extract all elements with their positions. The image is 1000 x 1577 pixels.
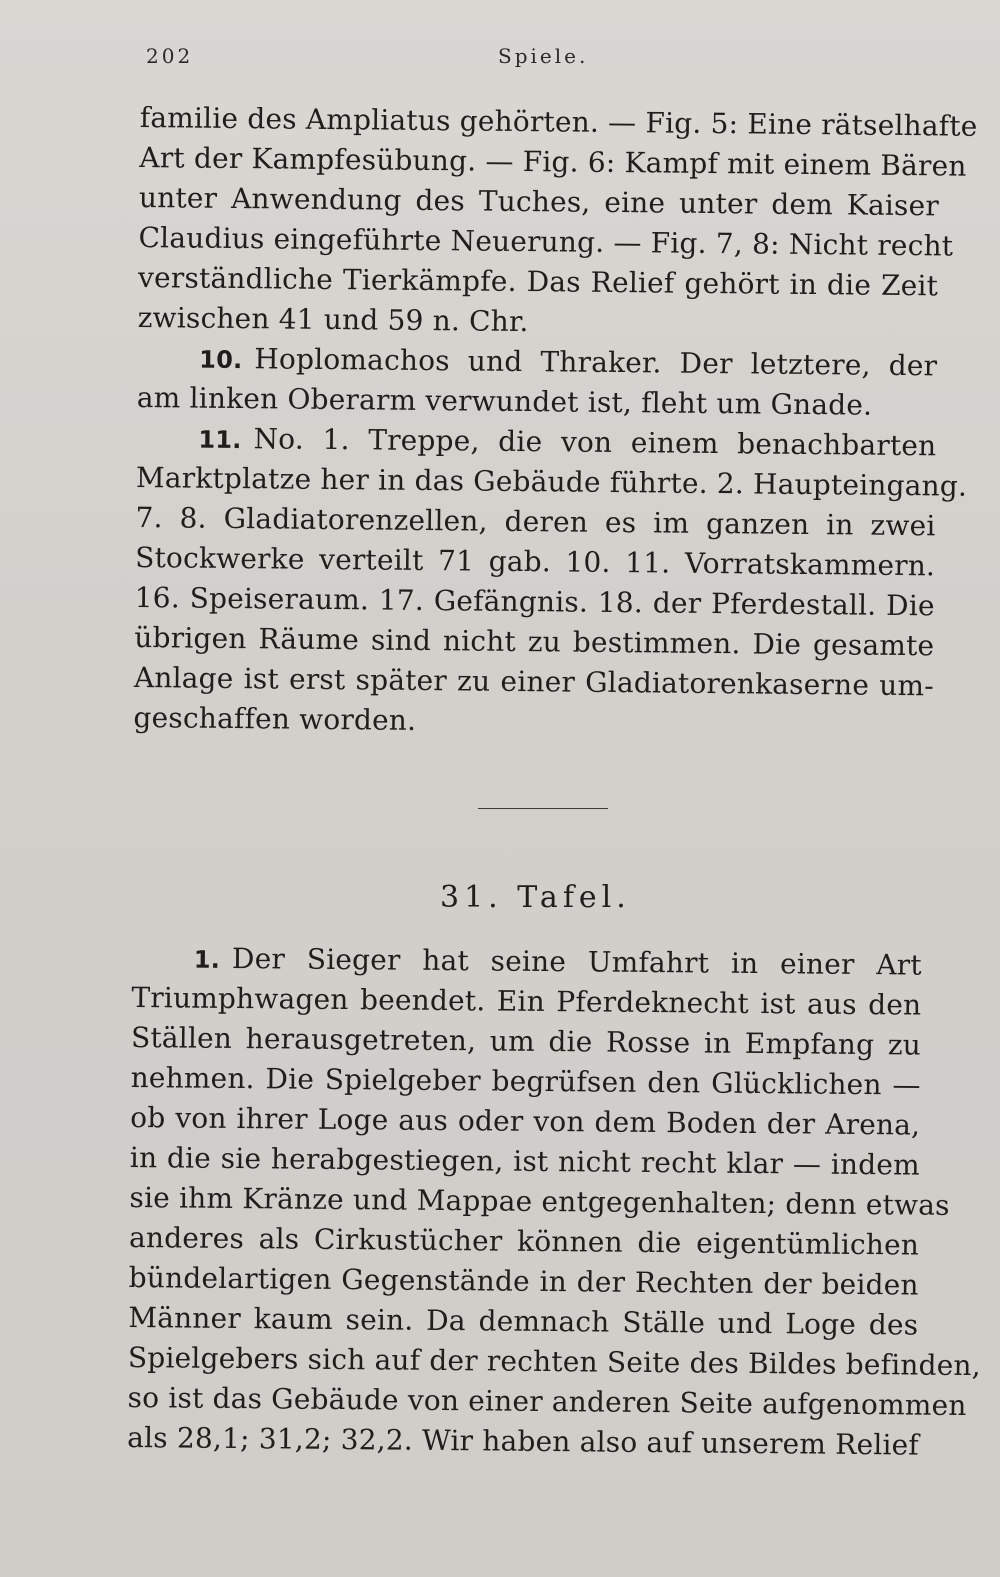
text-line: als 28,1; 31,2; 32,2. Wir haben also auf unserem Relief [127, 1420, 920, 1462]
text-line: 16. Speiseraum. 17. Gefängnis. 18. der Pferdestall. Die [134, 580, 935, 623]
text-line: ob von ihrer Loge aus oder von dem Boden der Arena, [130, 1100, 921, 1142]
text-line: bündelartigen Gegenstände in der Rechten der beiden [128, 1260, 919, 1302]
text-block-lower [127, 938, 981, 1466]
text-line: geschaffen worden. [133, 700, 417, 737]
page-number: 202 [146, 44, 194, 68]
text-line: Männer kaum sein. Da demnach Ställe und Loge des [128, 1300, 919, 1342]
section-divider [478, 808, 608, 809]
text-line: Stockwerke verteilt 71 gab. 10. 11. Vorratskammern. [135, 540, 936, 583]
section-title: 31. Tafel. [440, 880, 631, 915]
text-line: zwischen 41 und 59 n. Chr. [137, 300, 529, 339]
text-line: unter Anwendung des Tuches, eine unter dem Kaiser [138, 180, 940, 223]
text-block-upper [133, 98, 978, 746]
text-line: am linken Oberarm verwundet ist, fleht um Gnade. [136, 380, 873, 422]
page-header [146, 44, 946, 84]
text-line: so ist das Gebäude von einer anderen Seite aufgenommen [127, 1380, 967, 1423]
item-text: Der Sieger hat seine Umfahrt in einer Art [231, 941, 922, 982]
running-head: Spiele. [498, 44, 589, 68]
text-line: Anlage ist erst später zu einer Gladiatorenkaserne um- [133, 660, 935, 703]
item-text: No. 1. Treppe, die von einem benachbarten [253, 422, 937, 463]
text-line: verständliche Tierkämpfe. Das Relief gehört in die Zeit [137, 260, 939, 303]
text-line: Ställen herausgetreten, um die Rosse in Empfang zu [130, 1020, 922, 1062]
text-line: Marktplatze her in das Gebäude führte. 2. Haupteingang. [135, 460, 968, 503]
item-number: 1. [193, 945, 221, 974]
text-line: sie ihm Kränze und Mappae entgegenhalten; denn etwas [129, 1180, 950, 1222]
item-number: 10. [199, 345, 243, 375]
item-number: 11. [198, 425, 242, 455]
text-line: familie des Ampliatus gehörten. — Fig. 5: Eine rätselhafte [139, 100, 978, 143]
text-line: Triumphwagen beendet. Ein Pferdeknecht ist aus den [131, 980, 922, 1022]
text-line: Spielgebers sich auf der rechten Seite des Bildes befinden, [127, 1340, 981, 1383]
text-line: in die sie herabgestiegen, ist nicht recht klar — indem [129, 1140, 921, 1182]
text-line: übrigen Räume sind nicht zu bestimmen. Die gesamte [134, 620, 935, 663]
text-line: 7. 8. Gladiatorenzellen, deren es im ganzen in zwei [135, 500, 936, 543]
item-text: Hoplomachos und Thraker. Der letztere, der [254, 342, 938, 383]
text-line: Claudius eingeführte Neuerung. — Fig. 7, 8: Nicht recht [138, 220, 954, 263]
text-line: anderes als Cirkustücher können die eigentümlichen [128, 1220, 920, 1262]
text-line: nehmen. Die Spielgeber begrüfsen den Glücklichen — [130, 1060, 921, 1102]
text-line: Art der Kampfesübung. — Fig. 6: Kampf mit einem Bären [139, 140, 967, 183]
